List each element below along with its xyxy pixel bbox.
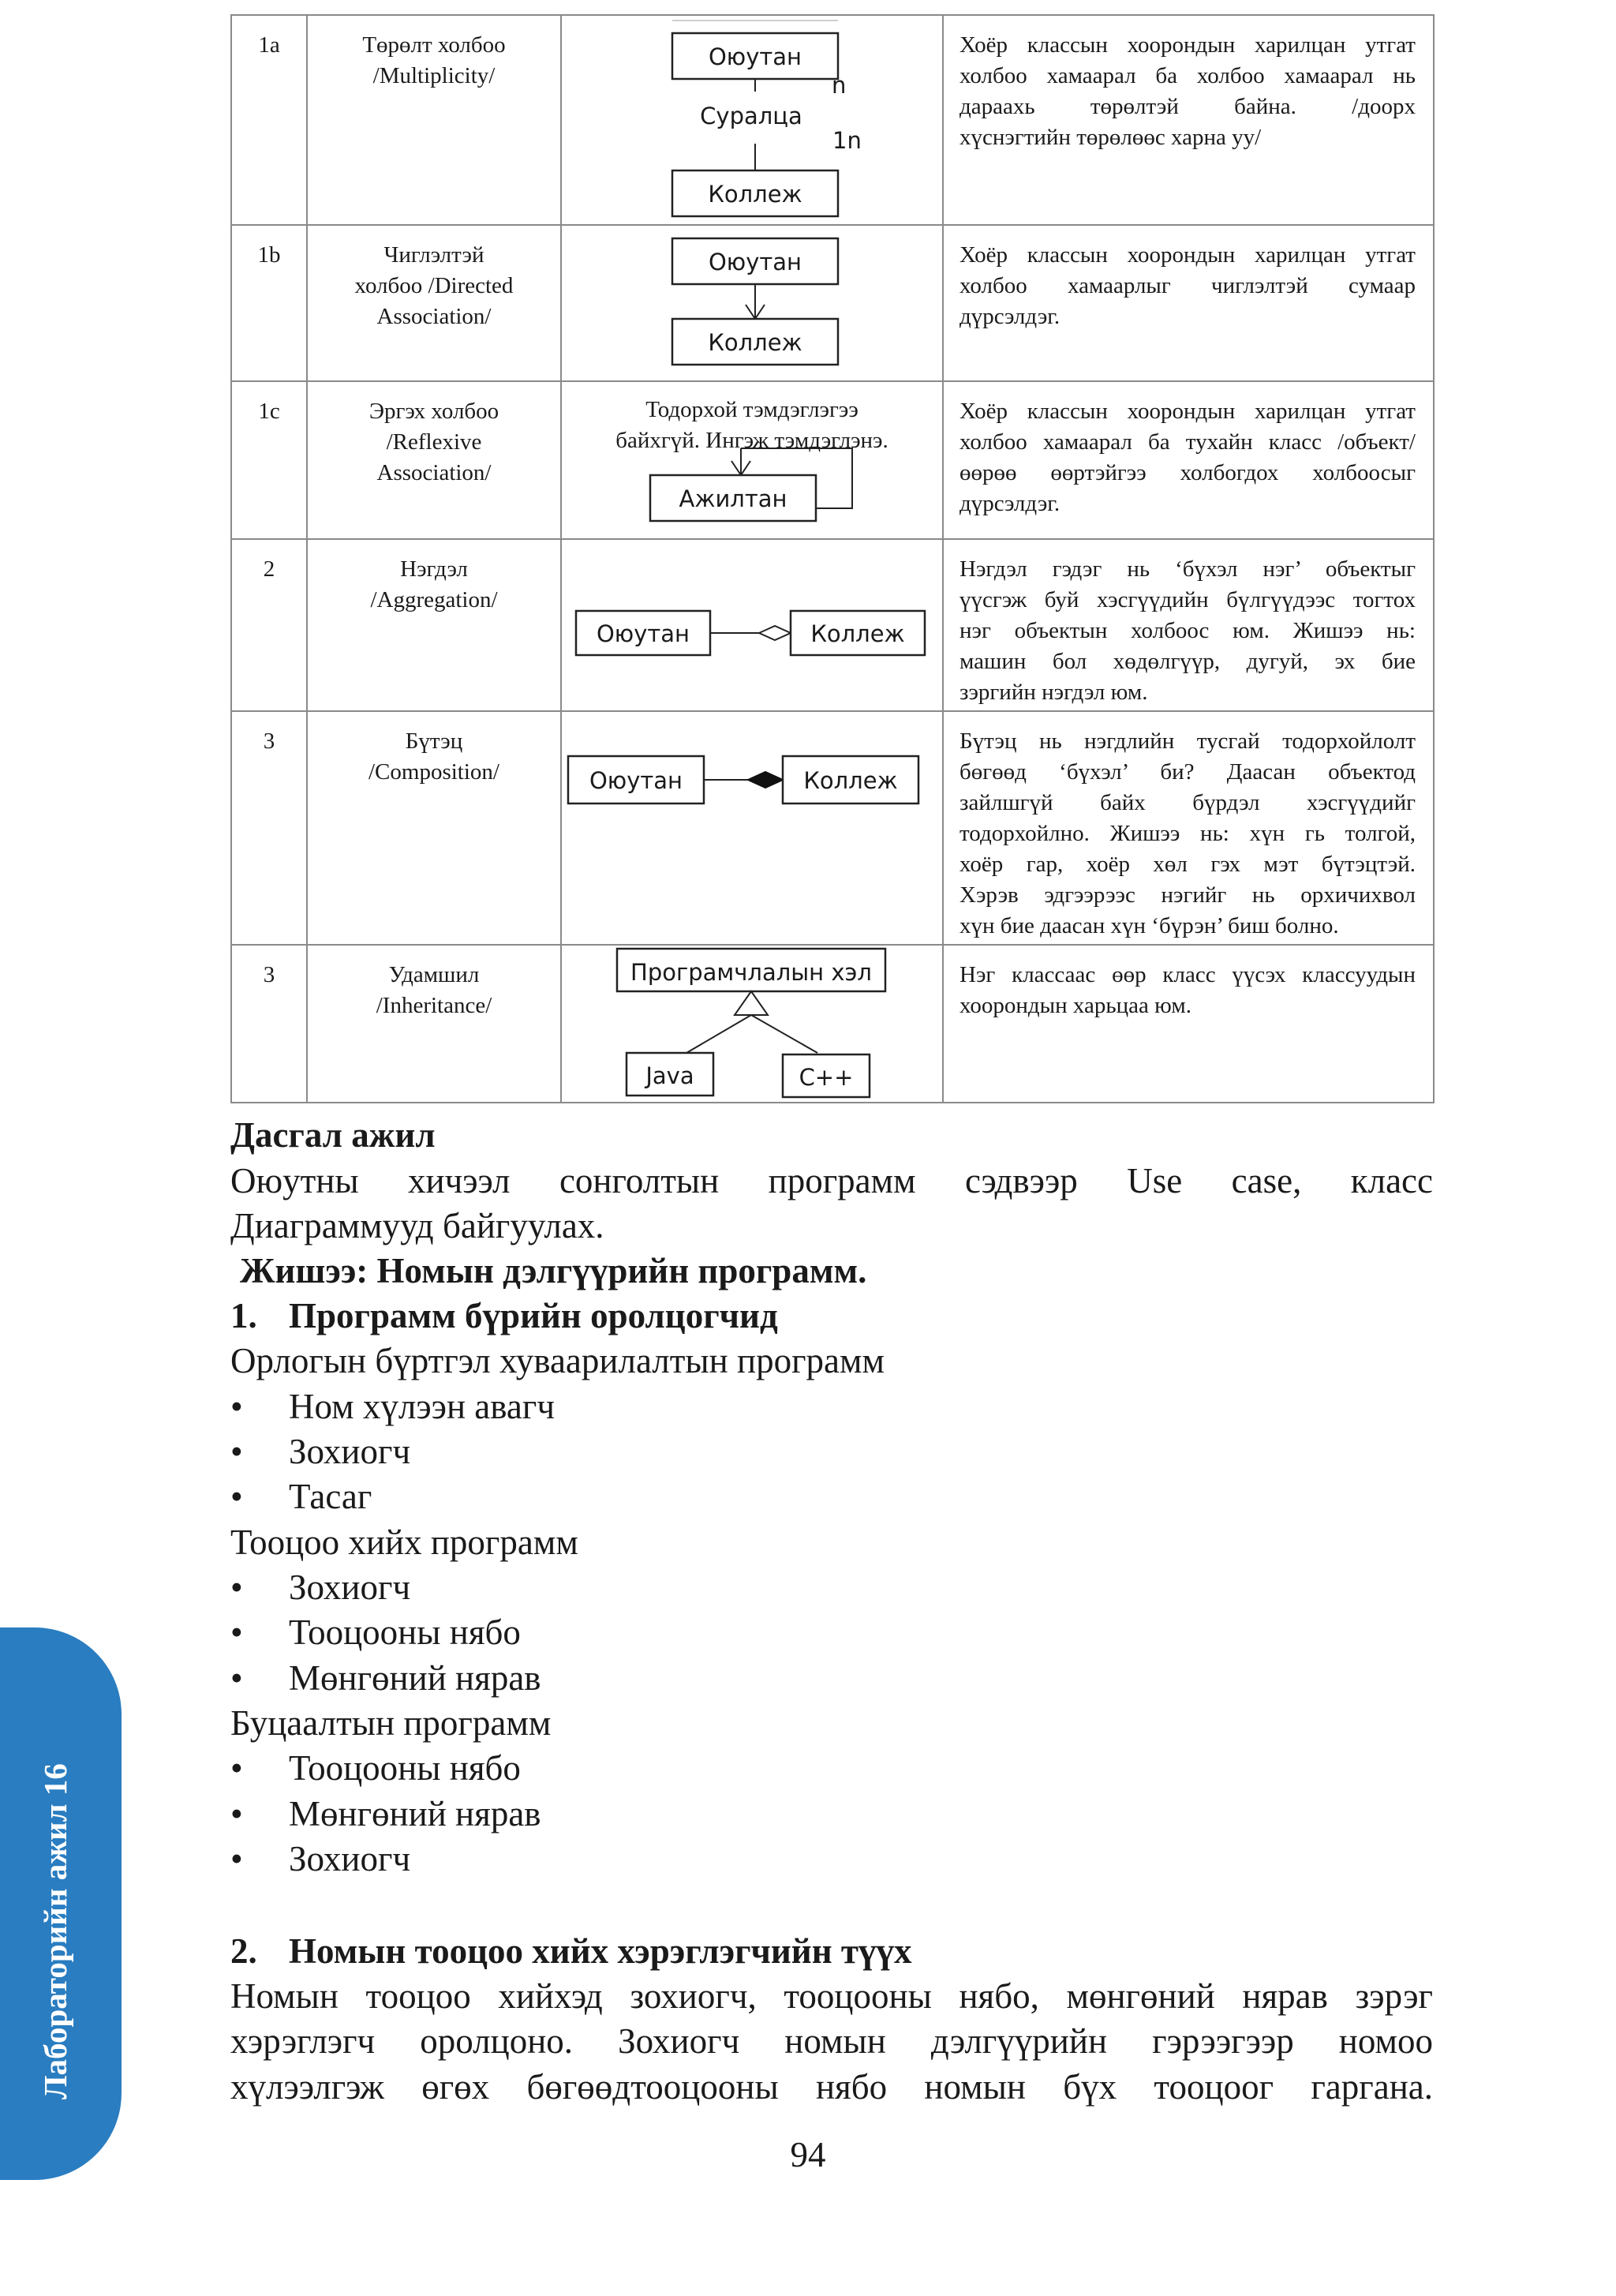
paragraph-line: Номын тооцоо хийхэд зохиогч, тооцооны нябо, мөнгөний нярав зэрэг [230,1976,1433,2016]
relation-name: Чиглэлтэй холбоо /Directed Association/ [307,225,561,381]
reflexive-association-diagram [561,381,943,539]
relation-description: Нэгдэл гэдэг нь ‘бүхэл нэг’ объектыг үүсгэж буй хэсгүүдийн бүлгүүдээс тогтох нэг объектын холбоос юм. Жишээ нь: машин бол хөдөлгүүр, дугуй, эх бие зэргийн нэгдэл юм. [943,539,1434,711]
aggregation-svg [562,540,942,712]
reflexive-association-svg [562,382,942,540]
row-number: 1b [231,225,307,381]
row-number: 2 [231,539,307,711]
association-label: Суралца [700,103,802,129]
chapter-side-tab-label: Лабораторийн ажил 16 [37,1763,73,2099]
list-item: • Зохиогч [230,1839,411,1878]
multiplicity-top: n [832,72,847,99]
list-item: • Зохиогч [230,1432,411,1471]
section-heading: 1. Программ бүрийн оролцогчид [230,1296,778,1335]
inheritance-diagram [561,945,943,1103]
class-name-student: Оюутан [708,43,802,70]
table-row [231,225,1434,381]
list-item: • Тасаг [230,1477,372,1516]
relation-name: Нэгдэл /Aggregation/ [307,539,561,711]
directed-association-svg [562,226,942,382]
inheritance-triangle [735,991,768,1015]
table-row [231,945,1434,1103]
relation-description: Нэг классаас өөр класс үүсэх классуудын хоорондын харьцаа юм. [943,945,1434,1103]
relation-name: Удамшил /Inheritance/ [307,945,561,1103]
relation-description: Хоёр классын хоорондын харилцан утгат холбоо хамаарал ба холбоо хамаарал нь дараахь төрөлтэй байна. /доорх хүснэгтийн төрөлөөс харна уу/ [943,15,1434,225]
aggregation-diagram [561,539,943,711]
table-row [231,711,1434,945]
class-name-college: Коллеж [810,620,905,647]
relation-description: Хоёр классын хоорондын харилцан утгат холбоо хамаарал ба тухайн класс /объект/ өөрөө өөртэйгээ холбогдох холбоосыг дүрсэлдэг. [943,381,1434,539]
relation-name: Бүтэц /Composition/ [307,711,561,945]
inheritance-svg [562,946,942,1103]
group-title: Буцаалтын программ [230,1703,552,1743]
paragraph-line: хүлээлгэж өгөх бөгөөдтооцооны нябо номын бүх тооцоог гаргана. [230,2067,1433,2107]
group-title: Орлогын бүртгэл хуваарилалтын программ [230,1341,885,1380]
list-item: • Мөнгөний нярав [230,1794,541,1833]
list-item: • Тооцооны нябо [230,1612,521,1652]
directed-association-diagram [561,225,943,381]
class-name-cpp: C++ [799,1064,854,1091]
group-title: Тооцоо хийх программ [230,1523,578,1562]
class-name-student: Оюутан [589,767,683,794]
filled-diamond [748,772,783,788]
list-item: • Тооцооны нябо [230,1748,521,1788]
uml-relations-table [230,14,1435,1103]
row-number: 3 [231,945,307,1103]
exercise-heading: Дасгал ажил [230,1115,436,1155]
exercise-text-line: Диаграммууд байгуулах. [230,1206,604,1245]
hollow-diamond [759,626,791,640]
class-name-employee: Ажилтан [679,485,787,512]
relation-description: Хоёр классын хоорондын харилцан утгат холбоо хамаарлыг чиглэлтэй сумаар дүрсэлдэг. [943,225,1434,381]
multiplicity-diagram [561,15,943,225]
composition-svg [562,712,942,946]
list-item: • Зохиогч [230,1567,411,1607]
row-number: 1a [231,15,307,225]
class-name-programming-language: Програмчлалын хэл [630,959,872,986]
reflexive-note: Тодорхой тэмдэглэгээ байхгүй. Ингэж тэмдэглэнэ. [615,397,888,453]
table-row [231,539,1434,711]
class-name-java: Java [645,1062,694,1089]
class-name-student: Оюутан [708,249,802,275]
multiplicity-svg [562,16,942,226]
exercise-text-line: Оюутны хичээл сонголтын программ сэдвээр Use case, класс [230,1161,1433,1200]
example-heading: Жишээ: Номын дэлгүүрийн программ. [240,1251,867,1290]
list-item: • Ном хүлээн авагч [230,1387,555,1426]
multiplicity-bottom: 1n [832,127,862,154]
class-name-college: Коллеж [708,181,802,208]
class-name-college: Коллеж [803,767,898,794]
list-item: • Мөнгөний нярав [230,1658,541,1698]
class-name-student: Оюутан [596,620,690,647]
row-number: 1c [231,381,307,539]
paragraph-line: хэрэглэгч оролцоно. Зохиогч номын дэлгүүрийн гэрээгээр номоо [230,2021,1433,2061]
page-number: 94 [790,2135,826,2174]
section-heading: 2. Номын тооцоо хийх хэрэглэгчийн түүх [230,1931,912,1971]
relation-description: Бүтэц нь нэгдлийн тусгай тодорхойлолт бөгөөд ‘бүхэл’ би? Даасан объектод зайлшгүй байх бүрдэл хэсгүүдийг тодорхойлно. Жишээ нь: хүн гь толгой, хоёр гар, хоёр хөл гэх мэт бүтэцтэй. Хэрэв эдгээрээс нэгийг нь орхичихвол хүн бие даасан хүн ‘бүрэн’ биш болно. [943,711,1434,945]
composition-diagram [561,711,943,945]
relation-name: Төрөлт холбоо /Multiplicity/ [307,15,561,225]
table-row [231,15,1434,225]
table-row [231,381,1434,539]
row-number: 3 [231,711,307,945]
relation-name: Эргэх холбоо /Reflexive Association/ [307,381,561,539]
class-name-college: Коллеж [708,329,802,356]
